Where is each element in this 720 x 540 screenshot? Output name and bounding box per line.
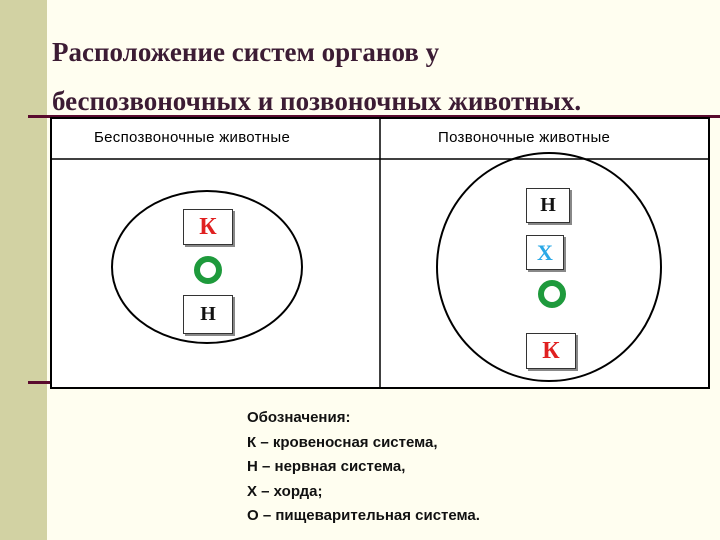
invertebrate-blood-system-label: К — [183, 209, 233, 245]
slide-title — [52, 28, 712, 126]
vertebrate-blood-system-label: К — [526, 333, 576, 369]
title-line-1: Расположение систем органов у — [52, 37, 440, 67]
organ-layout-diagram — [50, 117, 710, 389]
bottom-rule — [28, 381, 52, 384]
diagram-lines — [52, 119, 708, 387]
legend-item-chord: Х – хорда; — [247, 482, 323, 500]
legend-item-digestive: О – пищеварительная система. — [247, 507, 480, 524]
legend-heading: Обозначения: — [247, 409, 351, 426]
sidebar-bar — [0, 0, 47, 540]
legend — [247, 406, 480, 529]
legend-item-nervous: Н – нервная система, — [247, 458, 406, 475]
legend-item-blood: К – кровеносная система, — [247, 433, 438, 451]
vertebrate-column-header: Позвоночные животные — [438, 129, 611, 146]
title-line-2: беспозвоночных и позвоночных животных. — [52, 86, 582, 116]
invertebrate-nervous-system-label: Н — [183, 295, 233, 334]
vertebrate-digestive-ring — [541, 283, 563, 305]
vertebrate-chord-label: Х — [526, 235, 564, 270]
invertebrate-digestive-ring — [197, 259, 219, 281]
vertebrate-nervous-system-label: Н — [526, 188, 570, 223]
invertebrate-column-header: Беспозвоночные животные — [94, 129, 291, 146]
